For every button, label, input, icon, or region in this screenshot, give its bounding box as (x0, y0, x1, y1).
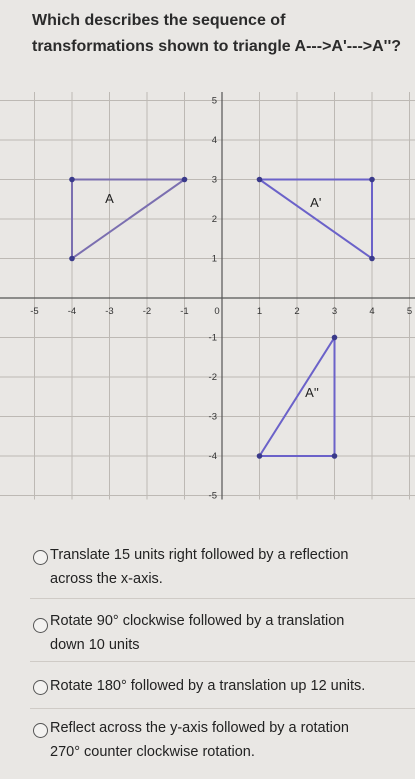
y-tick-label: 4 (211, 135, 217, 146)
question-text: Which describes the sequence of transformations shown to triangle A--->A'--->A''? (32, 12, 402, 55)
x-tick-label: -5 (30, 306, 39, 317)
y-tick-label: -3 (208, 411, 217, 423)
triangle-vertex (369, 256, 375, 262)
y-tick-label: 1 (211, 253, 217, 265)
coordinate-graph (0, 92, 415, 502)
option-3-label: Rotate 180° followed by a translation up 12 units. (50, 678, 366, 694)
divider (30, 598, 415, 599)
y-tick-label: 5 (211, 95, 217, 107)
radio-button[interactable] (33, 723, 48, 738)
triangle-vertex (69, 177, 75, 183)
triangle-vertex (69, 256, 75, 262)
triangle-vertex (257, 177, 263, 183)
x-tick-label: -1 (180, 306, 189, 317)
option-4-label: Reflect across the y-axis followed by a rotation 270° counter clockwise rotation. (50, 720, 349, 760)
y-tick-label: -2 (208, 372, 217, 383)
x-tick-label: 1 (256, 306, 263, 317)
x-tick-label: -4 (67, 306, 77, 317)
x-tick-label: 5 (406, 306, 413, 317)
y-tick-label: -4 (208, 451, 217, 462)
option-1-label: Translate 15 units right followed by a reflection across the x-axis. (50, 547, 349, 587)
y-tick-label: 2 (211, 214, 217, 225)
triangle-label: A (105, 191, 114, 207)
x-tick-label: 2 (294, 306, 300, 317)
option-2-label: Rotate 90° clockwise followed by a translation down 10 units (50, 613, 345, 653)
x-tick-label: 3 (331, 306, 338, 317)
triangle-vertex (369, 177, 375, 183)
triangle-vertex (332, 335, 338, 341)
graph-svg (0, 92, 415, 502)
x-tick-label: -2 (142, 306, 152, 317)
y-tick-label: -1 (208, 332, 217, 344)
radio-button[interactable] (33, 550, 48, 565)
triangle-vertex (182, 177, 188, 183)
triangle-label: A'' (305, 384, 319, 400)
x-tick-label: -3 (105, 306, 114, 317)
option-2[interactable] (0, 606, 415, 662)
x-tick-label: 0 (214, 306, 220, 317)
triangle-label: A' (310, 195, 322, 211)
radio-button[interactable] (33, 618, 48, 633)
triangle-vertex (332, 453, 338, 459)
divider (30, 661, 415, 662)
triangle-vertex (257, 453, 263, 459)
divider (30, 708, 415, 709)
option-1[interactable] (0, 538, 415, 594)
radio-button[interactable] (33, 680, 48, 695)
option-4[interactable] (0, 716, 415, 772)
y-tick-label: 3 (211, 174, 217, 186)
x-tick-label: 4 (369, 306, 375, 317)
y-tick-label: -5 (208, 490, 217, 502)
